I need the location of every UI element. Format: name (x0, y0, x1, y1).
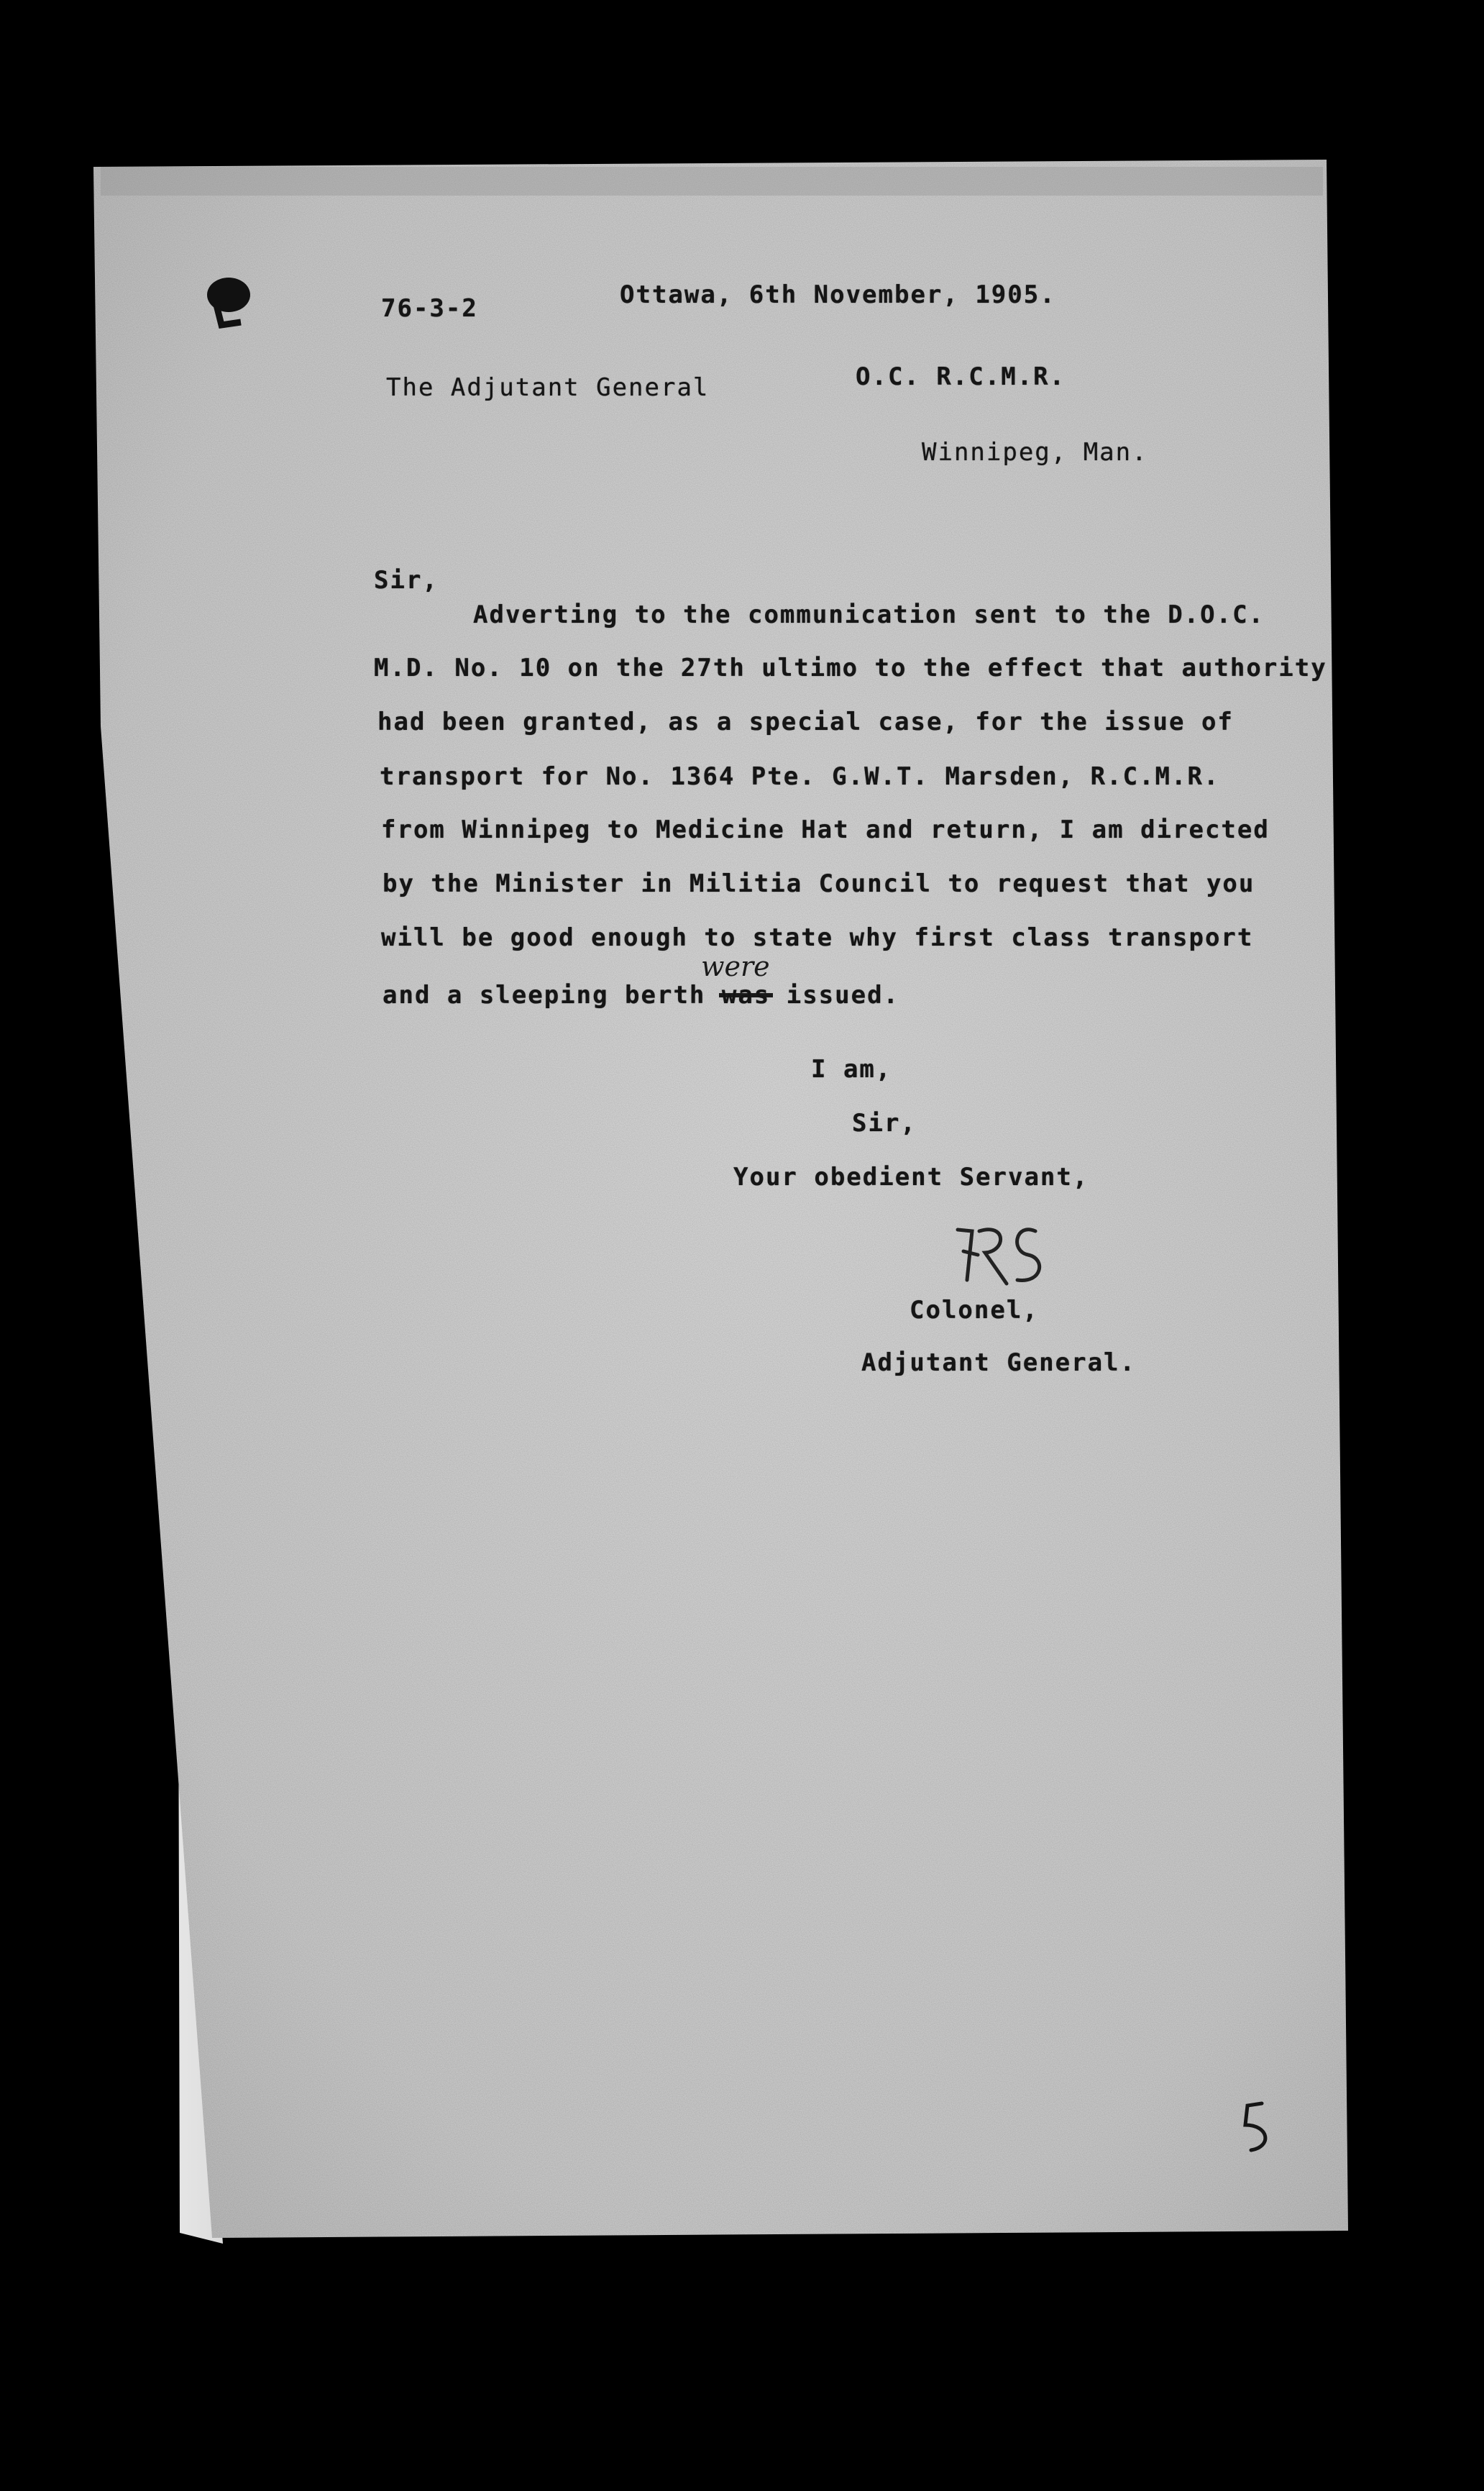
body-line: from Winnipeg to Medicine Hat and return, I am directed (381, 815, 1270, 844)
body-line: M.D. No. 10 on the 27th ultimo to the effect that authority (374, 654, 1327, 682)
body-line: and a sleeping berth was issued. (383, 981, 900, 1010)
body-line: Adverting to the communication sent to the D.O.C. (473, 600, 1265, 629)
signature-title: Colonel, (910, 1296, 1039, 1325)
closing-line: I am, (811, 1055, 892, 1084)
handwritten-correction: were (701, 951, 770, 982)
salutation: Sir, (374, 566, 439, 595)
closing-line: Sir, (852, 1109, 917, 1138)
recipient: O.C. R.C.M.R. (856, 362, 1066, 391)
signature-title: Adjutant General. (861, 1348, 1136, 1377)
body-line: will be good enough to state why first class transport (381, 923, 1254, 952)
sender: The Adjutant General (386, 373, 710, 402)
body-line: transport for No. 1364 Pte. G.W.T. Marsden, R.C.M.R. (380, 762, 1220, 791)
file-reference: 76-3-2 (381, 294, 478, 323)
body-line: by the Minister in Militia Council to request that you (383, 869, 1255, 898)
date-line: Ottawa, 6th November, 1905. (620, 280, 1056, 309)
recipient-location: Winnipeg, Man. (922, 438, 1148, 467)
closing-line: Your obedient Servant, (733, 1163, 1089, 1192)
body-line: had been granted, as a special case, for the issue of (377, 708, 1234, 736)
